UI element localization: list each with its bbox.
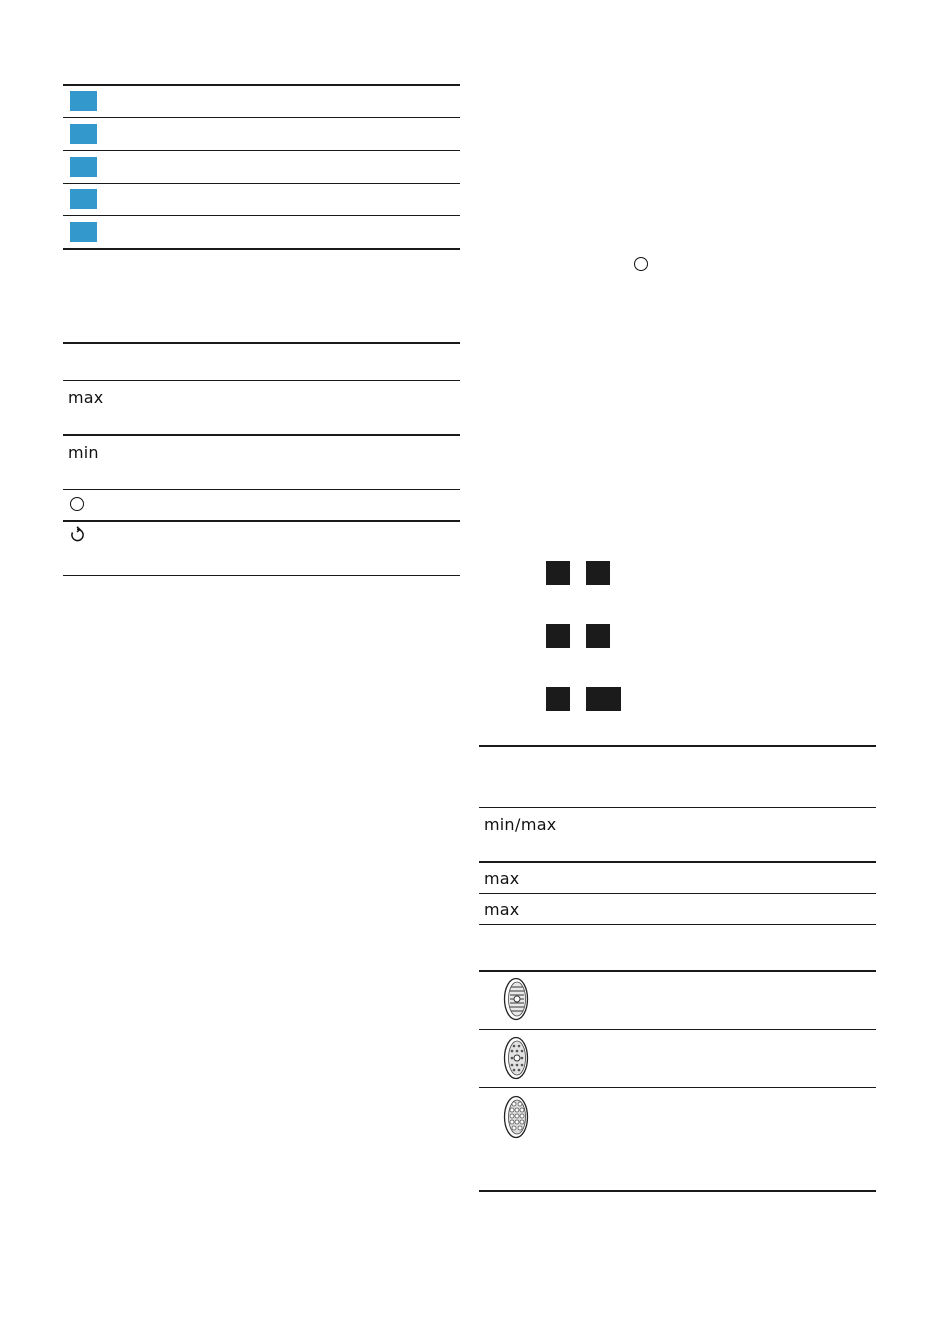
fine-disc-icon <box>503 977 529 1021</box>
table-rule <box>63 183 460 184</box>
black-key <box>546 687 570 711</box>
coarse-disc-icon <box>503 1095 529 1139</box>
min-label: min <box>68 443 99 462</box>
black-key <box>586 624 610 648</box>
blue-square-icon <box>70 91 97 111</box>
max-label: max <box>68 388 104 407</box>
blue-square-icon <box>70 222 97 242</box>
black-key <box>546 561 570 585</box>
table-rule <box>63 434 460 436</box>
rotate-icon <box>68 526 86 544</box>
max-label: max <box>484 869 520 888</box>
table-rule <box>479 970 876 972</box>
inline-circle-icon <box>634 257 648 271</box>
table-rule <box>63 150 460 151</box>
table-rule <box>63 342 460 344</box>
circle-icon <box>70 497 84 511</box>
table-rule <box>63 520 460 522</box>
table-rule <box>63 489 460 490</box>
table-rule <box>479 924 876 925</box>
table-rule <box>479 745 876 747</box>
min-max-label: min / max <box>484 815 557 834</box>
table-rule <box>479 1087 876 1088</box>
black-key <box>586 561 610 585</box>
table-rule <box>479 807 876 808</box>
black-key <box>546 624 570 648</box>
blue-square-icon <box>70 157 97 177</box>
table-rule <box>63 380 460 381</box>
table-rule <box>63 575 460 576</box>
table-rule <box>63 248 460 250</box>
table-rule <box>479 861 876 863</box>
table-rule <box>479 1029 876 1030</box>
blue-square-icon <box>70 189 97 209</box>
blue-square-icon <box>70 124 97 144</box>
table-rule <box>63 117 460 118</box>
table-rule <box>63 215 460 216</box>
table-rule <box>479 1190 876 1192</box>
medium-disc-icon <box>503 1036 529 1080</box>
max-label: max <box>484 900 520 919</box>
table-rule <box>63 84 460 86</box>
black-key-wide <box>586 687 621 711</box>
table-rule <box>479 893 876 894</box>
